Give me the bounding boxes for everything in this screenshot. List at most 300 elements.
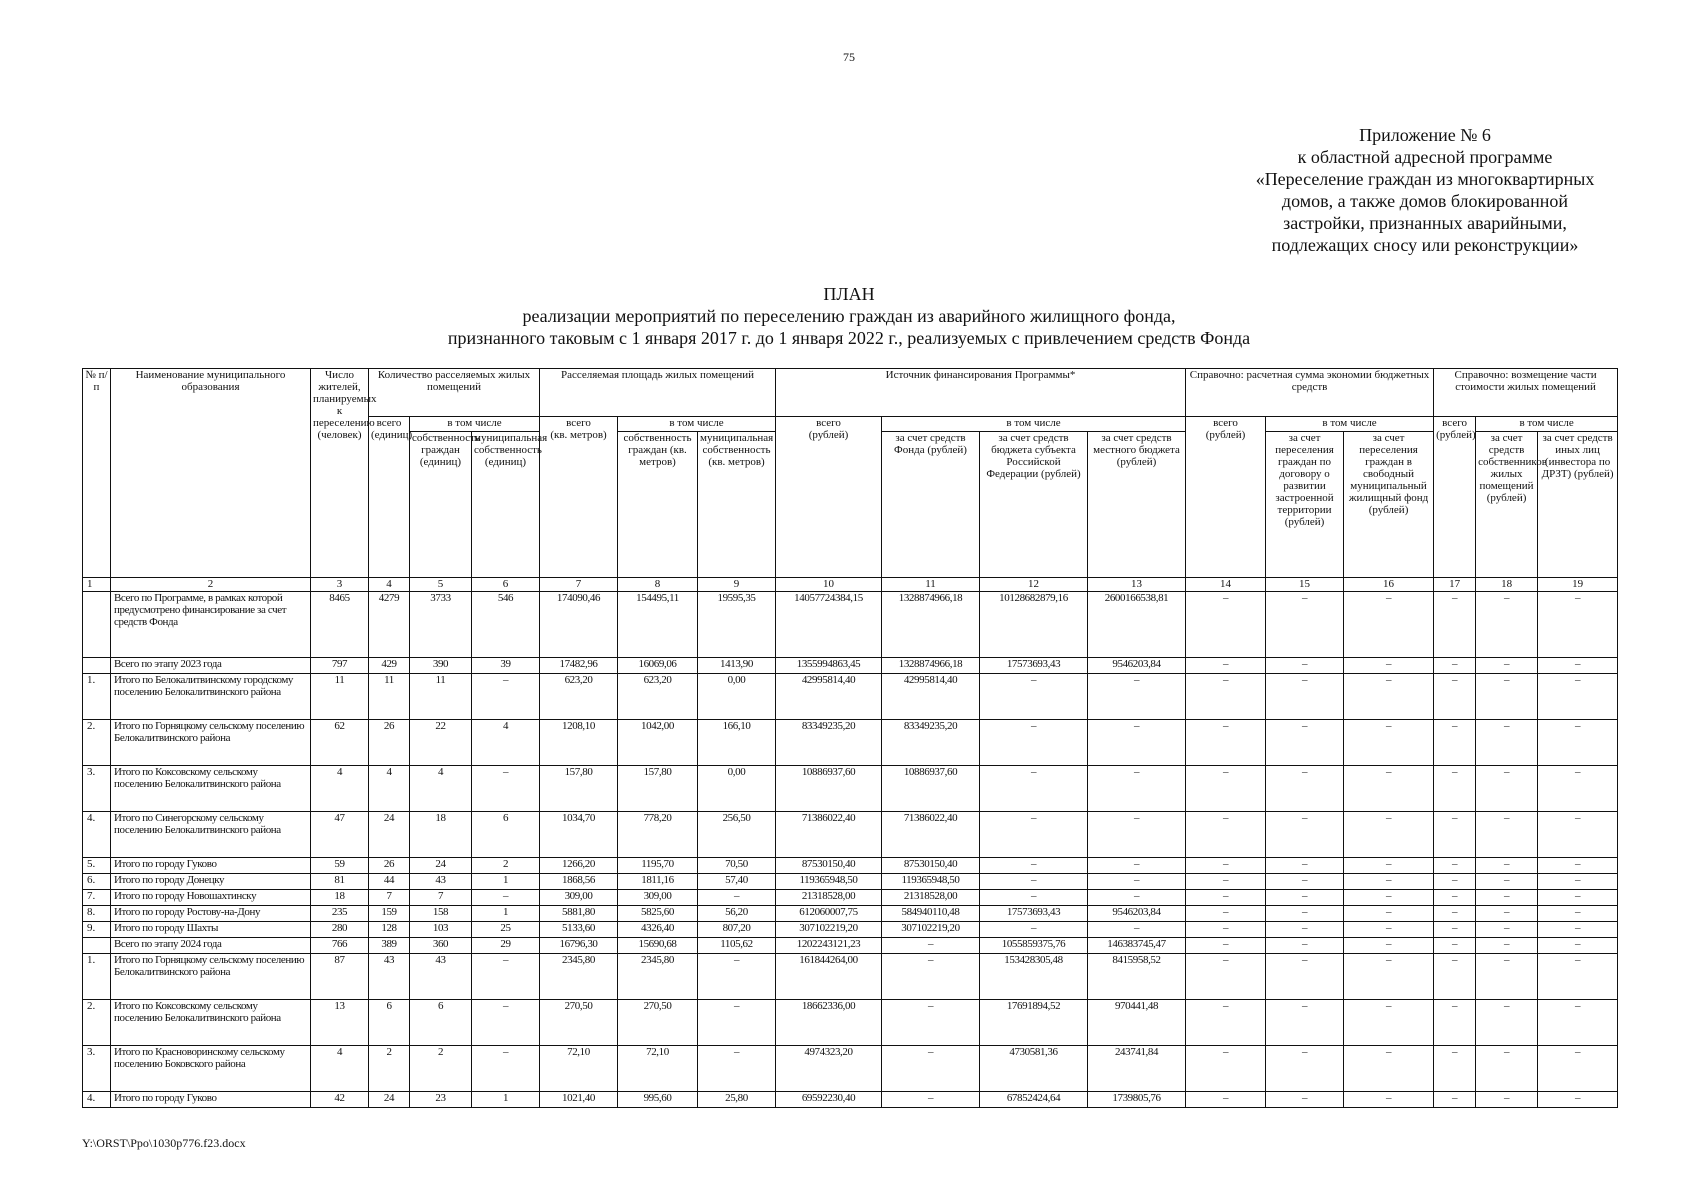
table-row [83,658,1618,674]
cell-c9: 0,00 [698,674,776,720]
cell-c8: 72,10 [618,1046,698,1092]
cell-c19: – [1538,766,1618,812]
row-number: 7. [83,890,111,906]
table-row [83,592,1618,658]
cell-c18: – [1476,954,1538,1000]
municipality-name: Всего по Программе, в рамках которой предусмотрено финансирование за счет средств Фонда [111,592,311,658]
cell-c8: 1195,70 [618,858,698,874]
cell-c10: 307102219,20 [776,922,882,938]
column-number: 6 [472,578,540,592]
row-number: 5. [83,858,111,874]
cell-c8: 778,20 [618,812,698,858]
header-fin-total: всего (рублей) [776,417,882,578]
cell-c6: – [472,674,540,720]
cell-c5: 23 [410,1092,472,1108]
cell-c13: 146383745,47 [1088,938,1186,954]
cell-c17: – [1434,766,1476,812]
cell-c4: 11 [369,674,410,720]
table-body [83,592,1618,1108]
municipality-name: Итого по Горняцкому сельскому поселению Белокалитвинского района [111,954,311,1000]
cell-c5: 103 [410,922,472,938]
municipality-name: Итого по городу Гуково [111,858,311,874]
appendix-line: подлежащих сносу или реконструкции» [1271,235,1579,255]
header-comp-incl: в том числе [1476,417,1618,432]
cell-c16: – [1344,1000,1434,1046]
cell-c4: 429 [369,658,410,674]
cell-c7: 1266,20 [540,858,618,874]
cell-c7: 157,80 [540,766,618,812]
municipality-name: Итого по городу Гуково [111,1092,311,1108]
cell-c17: – [1434,938,1476,954]
cell-c13: – [1088,858,1186,874]
header-area-incl: в том числе [618,417,776,432]
row-number [83,592,111,658]
cell-c11: 584940110,48 [882,906,980,922]
cell-c18: – [1476,720,1538,766]
row-number [83,658,111,674]
cell-c8: 270,50 [618,1000,698,1046]
cell-c13: 970441,48 [1088,1000,1186,1046]
cell-c9: 19595,35 [698,592,776,658]
file-path: Y:\ORST\Ppo\1030p776.f23.docx [82,1136,246,1150]
cell-c8: 5825,60 [618,906,698,922]
cell-c6: – [472,1046,540,1092]
cell-c3: 4 [311,1046,369,1092]
table-row [83,720,1618,766]
cell-c8: 4326,40 [618,922,698,938]
cell-c15: – [1266,812,1344,858]
cell-c11: 119365948,50 [882,874,980,890]
header-area: Расселяемая площадь жилых помещений [540,369,776,417]
cell-c13: – [1088,766,1186,812]
municipality-name: Итого по Коксовскому сельскому поселению Белокалитвинского района [111,1000,311,1046]
cell-c11: 21318528,00 [882,890,980,906]
row-number: 1. [83,954,111,1000]
cell-c5: 22 [410,720,472,766]
municipality-name: Итого по Горняцкому сельскому поселению Белокалитвинского района [111,720,311,766]
municipality-name: Итого по городу Новошахтинску [111,890,311,906]
cell-c13: – [1088,922,1186,938]
cell-c19: – [1538,922,1618,938]
cell-c7: 5881,80 [540,906,618,922]
cell-c17: – [1434,674,1476,720]
column-number: 18 [1476,578,1538,592]
cell-c19: – [1538,954,1618,1000]
cell-c11: 71386022,40 [882,812,980,858]
column-numbers-row [83,578,1618,592]
cell-c4: 26 [369,858,410,874]
cell-c16: – [1344,674,1434,720]
cell-c3: 59 [311,858,369,874]
cell-c15: – [1266,938,1344,954]
cell-c13: – [1088,874,1186,890]
cell-c4: 2 [369,1046,410,1092]
cell-c5: 4 [410,766,472,812]
header-num: № п/п [83,369,111,578]
cell-c19: – [1538,858,1618,874]
cell-c9: 57,40 [698,874,776,890]
cell-c8: 309,00 [618,890,698,906]
table-row [83,890,1618,906]
cell-c19: – [1538,874,1618,890]
cell-c15: – [1266,720,1344,766]
cell-c5: 11 [410,674,472,720]
table-row [83,938,1618,954]
cell-c14: – [1186,938,1266,954]
header-fin-incl: в том числе [882,417,1186,432]
cell-c6: – [472,1000,540,1046]
cell-c8: 1811,16 [618,874,698,890]
cell-c4: 43 [369,954,410,1000]
table-row [83,1000,1618,1046]
cell-c4: 24 [369,1092,410,1108]
cell-c17: – [1434,954,1476,1000]
column-number: 19 [1538,578,1618,592]
cell-c11: – [882,1092,980,1108]
municipality-name: Всего по этапу 2024 года [111,938,311,954]
cell-c19: – [1538,1000,1618,1046]
cell-c9: 1413,90 [698,658,776,674]
cell-c11: 10886937,60 [882,766,980,812]
cell-c18: – [1476,592,1538,658]
cell-c9: 0,00 [698,766,776,812]
cell-c12: – [980,858,1088,874]
row-number: 6. [83,874,111,890]
cell-c15: – [1266,874,1344,890]
cell-c3: 766 [311,938,369,954]
cell-c18: – [1476,874,1538,890]
table-row [83,812,1618,858]
cell-c10: 612060007,75 [776,906,882,922]
cell-c12: 17691894,52 [980,1000,1088,1046]
table-row [83,906,1618,922]
cell-c12: – [980,874,1088,890]
cell-c6: – [472,890,540,906]
cell-c7: 174090,46 [540,592,618,658]
municipality-name: Итого по городу Шахты [111,922,311,938]
cell-c10: 1202243121,23 [776,938,882,954]
table-row [83,858,1618,874]
row-number: 2. [83,720,111,766]
cell-c14: – [1186,874,1266,890]
cell-c11: 42995814,40 [882,674,980,720]
cell-c16: – [1344,720,1434,766]
cell-c6: 6 [472,812,540,858]
column-number: 2 [111,578,311,592]
table-row [83,922,1618,938]
cell-c13: 9546203,84 [1088,658,1186,674]
header-area-total: всего (кв. метров) [540,417,618,578]
cell-c4: 7 [369,890,410,906]
cell-c11: – [882,938,980,954]
cell-c13: 9546203,84 [1088,906,1186,922]
column-number: 7 [540,578,618,592]
appendix-line: к областной адресной программе [1297,147,1553,167]
cell-c17: – [1434,906,1476,922]
cell-c16: – [1344,658,1434,674]
plan-title-line: признанного таковым с 1 января 2017 г. до 1 января 2022 г., реализуемых с привлечением средств Фонда [447,328,1251,348]
cell-c15: – [1266,890,1344,906]
municipality-name: Итого по городу Ростову-на-Дону [111,906,311,922]
cell-c16: – [1344,858,1434,874]
cell-c14: – [1186,658,1266,674]
cell-c3: 280 [311,922,369,938]
cell-c7: 16796,30 [540,938,618,954]
cell-c18: – [1476,906,1538,922]
cell-c3: 18 [311,890,369,906]
cell-c11: 83349235,20 [882,720,980,766]
cell-c14: – [1186,1000,1266,1046]
cell-c8: 154495,11 [618,592,698,658]
cell-c17: – [1434,592,1476,658]
cell-c4: 4 [369,766,410,812]
cell-c12: – [980,766,1088,812]
header-c12: за счет средств бюджета субъекта Российской Федерации (рублей) [980,432,1088,578]
cell-c8: 623,20 [618,674,698,720]
cell-c9: 56,20 [698,906,776,922]
cell-c10: 71386022,40 [776,812,882,858]
cell-c15: – [1266,1000,1344,1046]
cell-c17: – [1434,890,1476,906]
cell-c12: – [980,674,1088,720]
header-c8: собственность граждан (кв. метров) [618,432,698,578]
cell-c3: 797 [311,658,369,674]
header-c19: за счет средств иных лиц (инвестора по ДРЗТ) (рублей) [1538,432,1618,578]
cell-c3: 4 [311,766,369,812]
cell-c5: 24 [410,858,472,874]
cell-c5: 360 [410,938,472,954]
cell-c3: 62 [311,720,369,766]
plan-title-line: ПЛАН [823,284,875,304]
cell-c10: 161844264,00 [776,954,882,1000]
cell-c6: 4 [472,720,540,766]
cell-c6: 39 [472,658,540,674]
header-econ-incl: в том числе [1266,417,1434,432]
header-units-total: всего (единиц) [369,417,410,578]
cell-c12: 17573693,43 [980,906,1088,922]
cell-c18: – [1476,938,1538,954]
header-comp-total: всего (рублей) [1434,417,1476,578]
cell-c3: 13 [311,1000,369,1046]
header-economy: Справочно: расчетная сумма экономии бюджетных средств [1186,369,1434,417]
header-units: Количество расселяемых жилых помещений [369,369,540,417]
cell-c6: – [472,954,540,1000]
cell-c15: – [1266,592,1344,658]
cell-c9: 25,80 [698,1092,776,1108]
cell-c18: – [1476,922,1538,938]
cell-c15: – [1266,766,1344,812]
cell-c12: – [980,922,1088,938]
cell-c16: – [1344,938,1434,954]
cell-c19: – [1538,1092,1618,1108]
header-c18: за счет средств собственников жилых помещений (рублей) [1476,432,1538,578]
cell-c18: – [1476,766,1538,812]
cell-c19: – [1538,674,1618,720]
cell-c13: 243741,84 [1088,1046,1186,1092]
cell-c18: – [1476,1000,1538,1046]
column-number: 8 [618,578,698,592]
cell-c11: – [882,1000,980,1046]
cell-c13: 2600166538,81 [1088,592,1186,658]
appendix-heading [1215,124,1635,256]
cell-c13: 1739805,76 [1088,1092,1186,1108]
header-c5: собственность граждан (единиц) [410,432,472,578]
row-number: 4. [83,812,111,858]
cell-c3: 81 [311,874,369,890]
cell-c9: – [698,1000,776,1046]
cell-c7: 270,50 [540,1000,618,1046]
cell-c7: 17482,96 [540,658,618,674]
cell-c4: 159 [369,906,410,922]
cell-c16: – [1344,874,1434,890]
municipality-name: Всего по этапу 2023 года [111,658,311,674]
column-number: 16 [1344,578,1434,592]
municipality-name: Итого по Коксовскому сельскому поселению Белокалитвинского района [111,766,311,812]
cell-c10: 4974323,20 [776,1046,882,1092]
cell-c9: – [698,1046,776,1092]
column-number: 12 [980,578,1088,592]
cell-c18: – [1476,674,1538,720]
column-number: 15 [1266,578,1344,592]
cell-c8: 1042,00 [618,720,698,766]
cell-c17: – [1434,658,1476,674]
page-number: 75 [843,50,855,64]
column-number: 11 [882,578,980,592]
municipality-name: Итого по Красноворинскому сельскому поселению Боковского района [111,1046,311,1092]
cell-c5: 43 [410,874,472,890]
cell-c8: 15690,68 [618,938,698,954]
cell-c5: 3733 [410,592,472,658]
cell-c12: 153428305,48 [980,954,1088,1000]
cell-c13: – [1088,674,1186,720]
cell-c6: 1 [472,1092,540,1108]
cell-c10: 18662336,00 [776,1000,882,1046]
cell-c19: – [1538,658,1618,674]
cell-c14: – [1186,858,1266,874]
header-units-incl: в том числе [410,417,540,432]
cell-c10: 87530150,40 [776,858,882,874]
cell-c15: – [1266,674,1344,720]
cell-c13: – [1088,812,1186,858]
cell-c4: 26 [369,720,410,766]
municipality-name: Итого по Белокалитвинскому городскому поселению Белокалитвинского района [111,674,311,720]
cell-c14: – [1186,906,1266,922]
cell-c10: 10886937,60 [776,766,882,812]
cell-c6: 546 [472,592,540,658]
cell-c10: 14057724384,15 [776,592,882,658]
cell-c12: 1055859375,76 [980,938,1088,954]
cell-c9: 256,50 [698,812,776,858]
cell-c7: 72,10 [540,1046,618,1092]
cell-c8: 995,60 [618,1092,698,1108]
cell-c15: – [1266,906,1344,922]
header-c13: за счет средств местного бюджета (рублей) [1088,432,1186,578]
cell-c16: – [1344,812,1434,858]
cell-c11: 87530150,40 [882,858,980,874]
cell-c3: 47 [311,812,369,858]
cell-c7: 309,00 [540,890,618,906]
cell-c6: 29 [472,938,540,954]
cell-c5: 18 [410,812,472,858]
cell-c4: 4279 [369,592,410,658]
cell-c16: – [1344,954,1434,1000]
cell-c18: – [1476,658,1538,674]
row-number: 9. [83,922,111,938]
cell-c18: – [1476,890,1538,906]
cell-c4: 128 [369,922,410,938]
cell-c19: – [1538,720,1618,766]
cell-c19: – [1538,938,1618,954]
row-number: 1. [83,674,111,720]
cell-c5: 390 [410,658,472,674]
table-row [83,1046,1618,1092]
cell-c14: – [1186,720,1266,766]
plan-title [0,283,1698,349]
column-number: 9 [698,578,776,592]
cell-c3: 235 [311,906,369,922]
municipality-name: Итого по Синегорскому сельскому поселению Белокалитвинского района [111,812,311,858]
plan-table [82,368,1618,1108]
cell-c11: 307102219,20 [882,922,980,938]
cell-c14: – [1186,1092,1266,1108]
table-row [83,674,1618,720]
cell-c19: – [1538,1046,1618,1092]
cell-c18: – [1476,1046,1538,1092]
cell-c6: 25 [472,922,540,938]
cell-c10: 83349235,20 [776,720,882,766]
header-residents: Число жителей, планируемых к переселению (человек) [311,369,369,578]
cell-c12: 67852424,64 [980,1092,1088,1108]
column-number: 1 [83,578,111,592]
cell-c18: – [1476,1092,1538,1108]
column-number: 14 [1186,578,1266,592]
cell-c14: – [1186,890,1266,906]
row-number: 3. [83,1046,111,1092]
cell-c16: – [1344,1046,1434,1092]
cell-c9: 70,50 [698,858,776,874]
cell-c14: – [1186,674,1266,720]
cell-c16: – [1344,766,1434,812]
cell-c18: – [1476,858,1538,874]
cell-c9: 166,10 [698,720,776,766]
cell-c10: 119365948,50 [776,874,882,890]
cell-c9: – [698,890,776,906]
cell-c17: – [1434,1092,1476,1108]
cell-c7: 2345,80 [540,954,618,1000]
column-number: 17 [1434,578,1476,592]
cell-c15: – [1266,922,1344,938]
cell-c5: 43 [410,954,472,1000]
header-econ-total: всего (рублей) [1186,417,1266,578]
cell-c15: – [1266,858,1344,874]
cell-c17: – [1434,720,1476,766]
table-row [83,1092,1618,1108]
cell-c11: – [882,954,980,1000]
row-number: 4. [83,1092,111,1108]
cell-c7: 1208,10 [540,720,618,766]
cell-c14: – [1186,812,1266,858]
cell-c17: – [1434,858,1476,874]
row-number: 2. [83,1000,111,1046]
column-number: 3 [311,578,369,592]
cell-c12: 4730581,36 [980,1046,1088,1092]
cell-c12: 17573693,43 [980,658,1088,674]
column-number: 5 [410,578,472,592]
cell-c10: 21318528,00 [776,890,882,906]
cell-c3: 42 [311,1092,369,1108]
column-number: 4 [369,578,410,592]
appendix-line: «Переселение граждан из многоквартирных [1255,169,1595,189]
